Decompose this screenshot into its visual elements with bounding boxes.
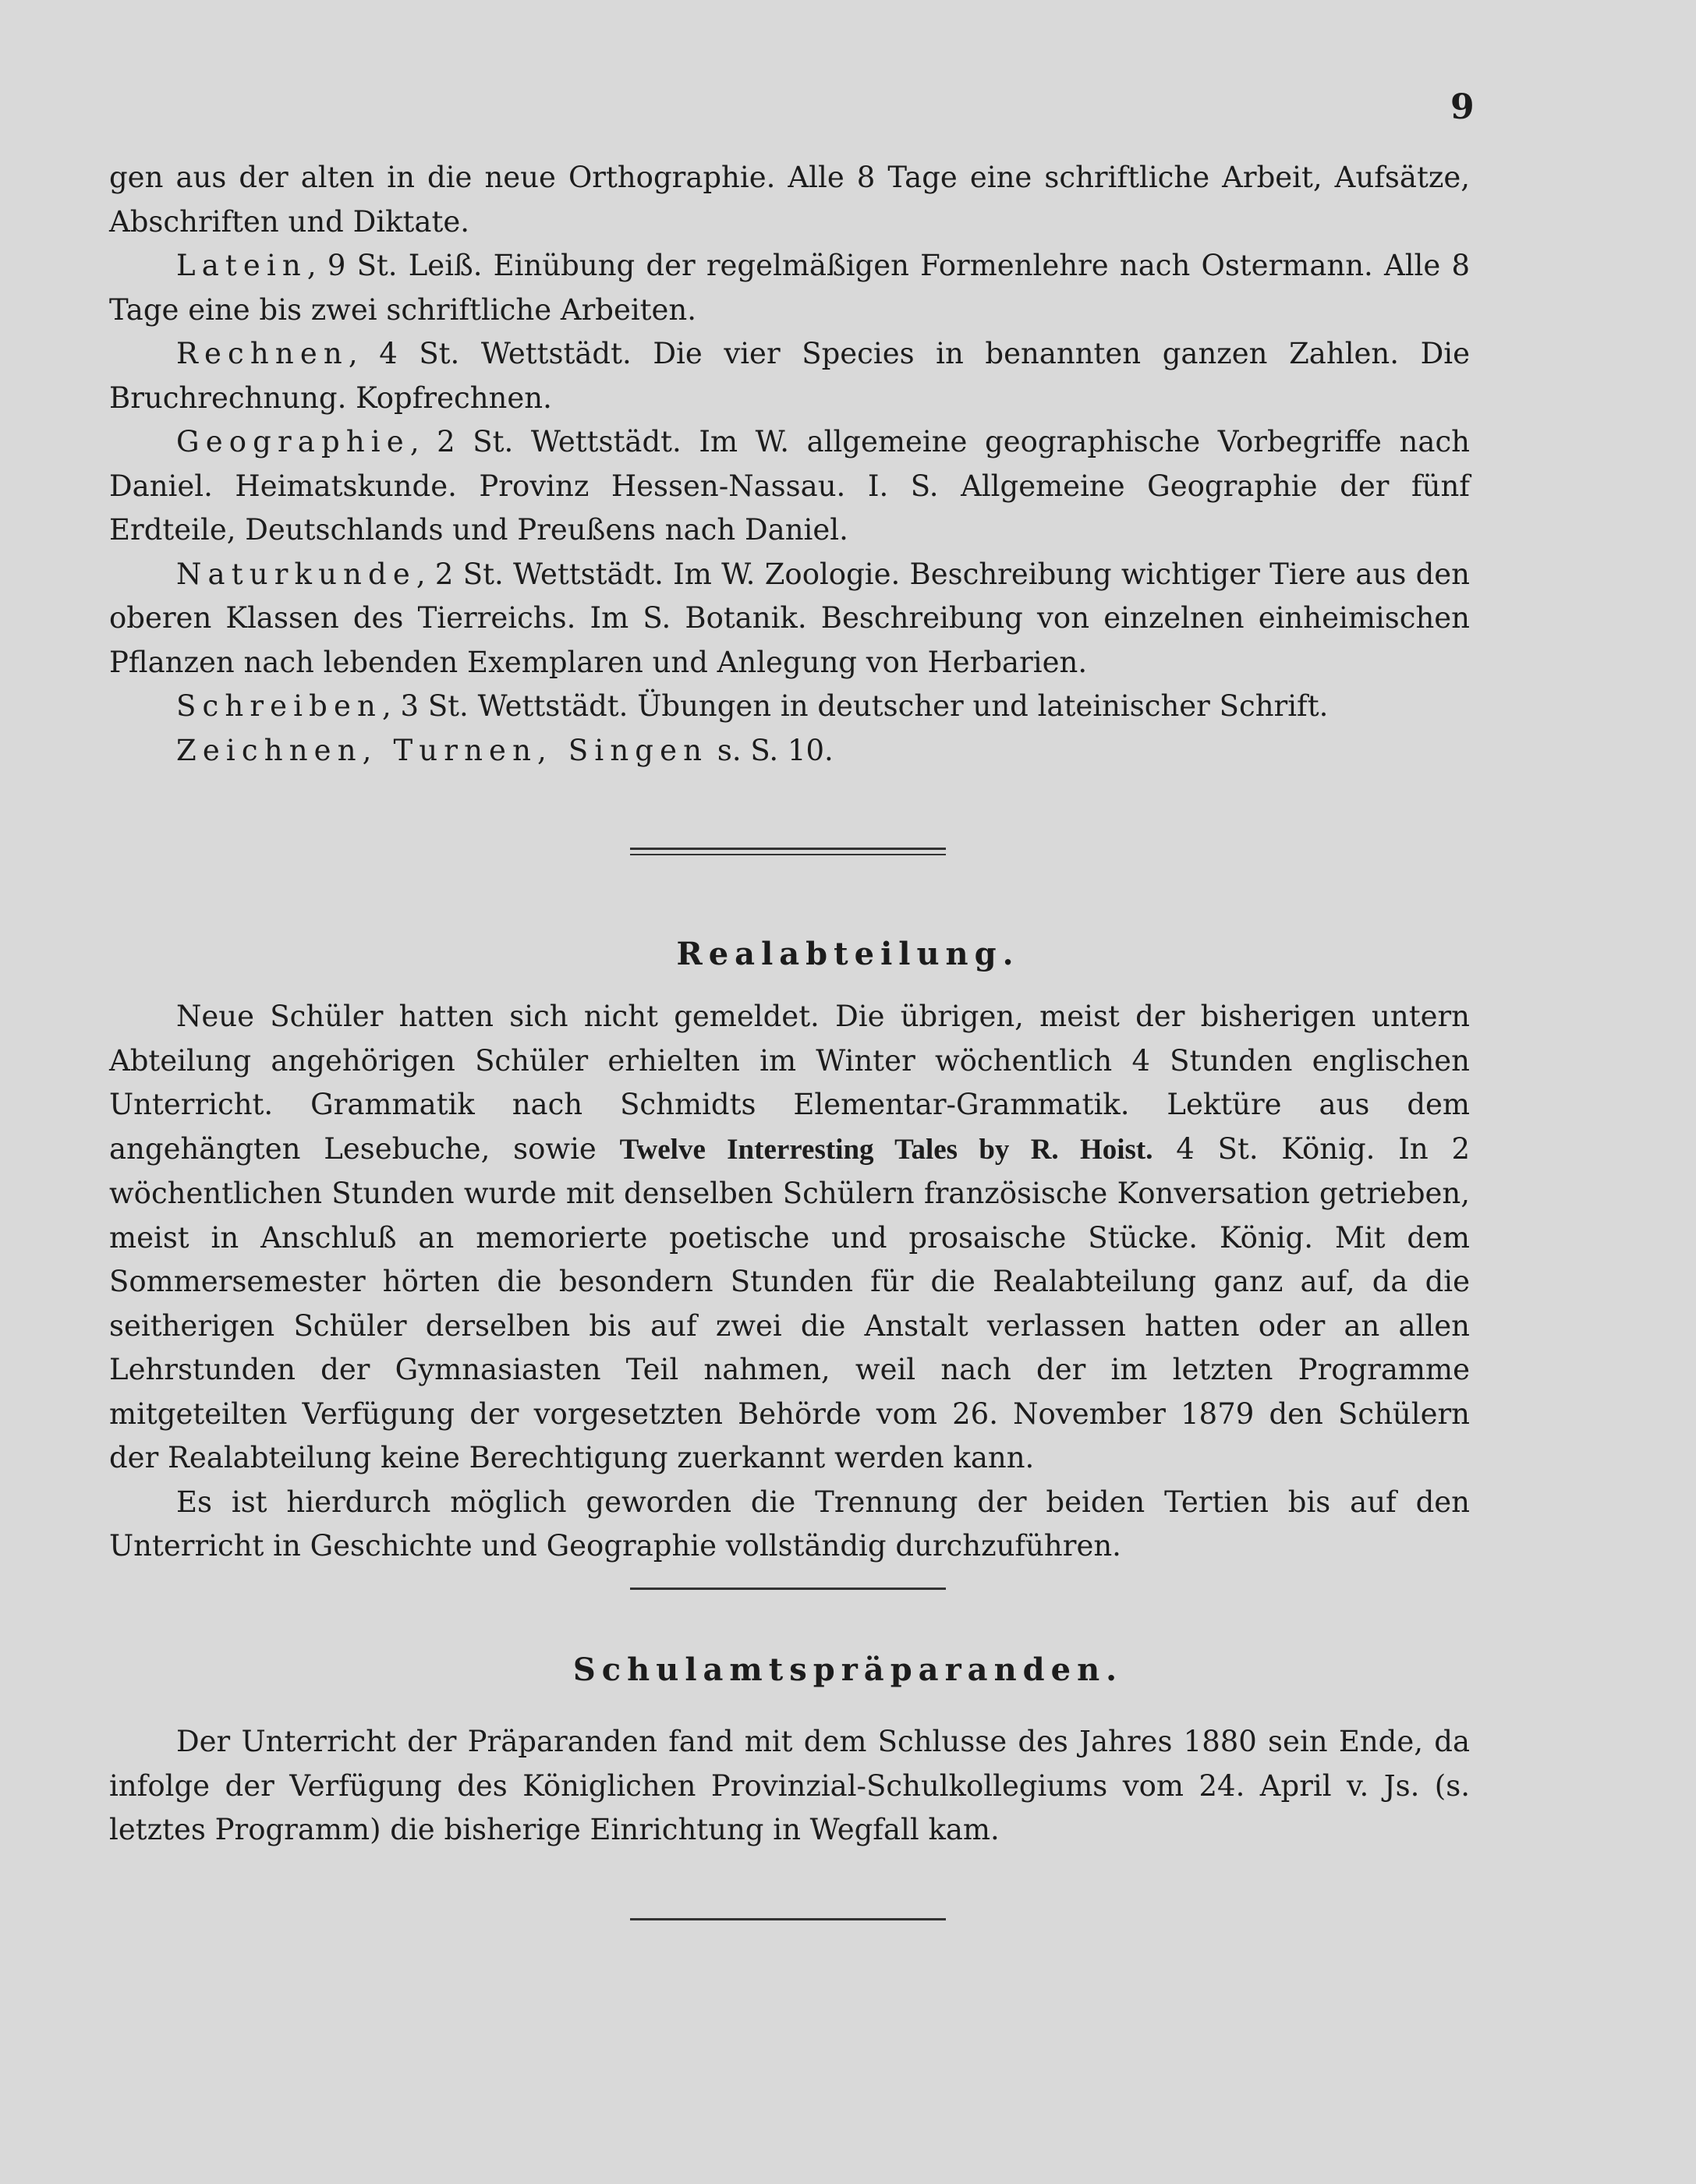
zeichnen-paragraph — [109, 729, 1470, 773]
realabteilung-text-c: 4 St. König. In 2 wöchentlichen Stunden wurde mit denselben Schülern französische Konversation getrieben, meist in Anschluß an memorierte poetische und prosaische Stücke. König. Mit dem Sommersemester hörten die besondern Stunden für die Realabteilung ganz auf, da die seitherigen Schüler derselben bis auf zwei die Anstalt verlassen hatten oder an allen Lehrstunden der Gymnasiasten Teil nahmen, weil nach der im letzten Programme mitgeteilten Verfügung der vorgesetzten Behörde vom 26. November 1879 den Schülern der Realabteilung keine Berechtigung zuerkannt werden kann. — [109, 1131, 1470, 1474]
section-divider — [630, 1588, 946, 1590]
rechnen-text: , 4 St. Wettstädt. Die vier Species in benannten ganzen Zahlen. Die Bruchrechnung. Kopfrechnen. — [109, 337, 1470, 415]
subject-schreiben: Schreiben — [176, 689, 382, 723]
geographie-paragraph — [109, 420, 1470, 553]
subject-naturkunde: Naturkunde — [176, 557, 416, 591]
zeichnen-text: s. S. 10. — [708, 733, 834, 767]
realabteilung-text-a: Neue Schüler hatten sich nicht gemeldet. Die übrigen, meist der bisherigen untern Abteilung angehörigen Schüler erhielten im Winter wöchentlich 4 Stunden englischen Unterricht. Grammatik nach Schmidts Elementar-Grammatik. Lektüre aus dem angehängten Lesebuche, sowie — [109, 1000, 1470, 1166]
curriculum-section — [109, 156, 1470, 773]
page-number: 9 — [1450, 87, 1475, 127]
subject-geographie: Geographie — [176, 425, 410, 458]
bottom-divider — [630, 1918, 946, 1920]
schreiben-text: , 3 St. Wettstädt. Übungen in deutscher und lateinischer Schrift. — [382, 689, 1329, 723]
schulamt-paragraph: Der Unterricht der Präparanden fand mit dem Schlusse des Jahres 1880 sein Ende, da infolge der Verfügung des Königlichen Provinzial-Schulkollegiums vom 24. April v. Js. (s. letztes Programm) die bisherige Einrichtung in Wegfall kam. — [109, 1725, 1470, 1846]
naturkunde-text: , 2 St. Wettstädt. Im W. Zoologie. Beschreibung wichtiger Tiere aus den oberen Klassen des Tierreichs. Im S. Botanik. Beschreibung von einzelnen einheimischen Pflanzen nach lebenden Exemplaren und Anlegung von Herbarien. — [109, 557, 1470, 679]
geographie-text: , 2 St. Wettstädt. Im W. allgemeine geographische Vorbegriffe nach Daniel. Heimatskunde. Provinz Hessen-Nassau. I. S. Allgemeine Geographie der fünf Erdteile, Deutschlands und Preußens nach Daniel. — [109, 425, 1470, 547]
heading-realabteilung: Realabteilung. — [676, 936, 1020, 972]
schreiben-paragraph — [109, 685, 1470, 729]
subject-zeichnen: Zeichnen, Turnen, Singen — [176, 733, 709, 767]
subject-rechnen: Rechnen — [176, 337, 349, 370]
book-title: Twelve Interresting Tales by R. Hoist. — [619, 1133, 1153, 1166]
realabteilung-paragraph-2: Es ist hierdurch möglich geworden die Trennung der beiden Tertien bis auf den Unterricht in Geschichte und Geographie vollständig durchzuführen. — [109, 1485, 1470, 1563]
schulamt-section — [109, 1720, 1470, 1853]
latein-text: , 9 St. Leiß. Einübung der regelmäßigen Formenlehre nach Ostermann. Alle 8 Tage eine bis zwei schriftliche Arbeiten. — [109, 249, 1470, 327]
naturkunde-paragraph — [109, 553, 1470, 685]
latein-paragraph — [109, 244, 1470, 332]
section-divider-double — [630, 848, 946, 855]
rechnen-paragraph — [109, 332, 1470, 420]
continuation-paragraph: gen aus der alten in die neue Orthographie. Alle 8 Tage eine schriftliche Arbeit, Aufsätze, Abschriften und Diktate. — [109, 161, 1470, 239]
realabteilung-paragraph-1 — [109, 995, 1470, 1481]
heading-schulamtspraeparanden: Schulamtspräparanden. — [572, 1651, 1124, 1688]
subject-latein: Latein — [176, 249, 307, 282]
realabteilung-section — [109, 995, 1470, 1569]
